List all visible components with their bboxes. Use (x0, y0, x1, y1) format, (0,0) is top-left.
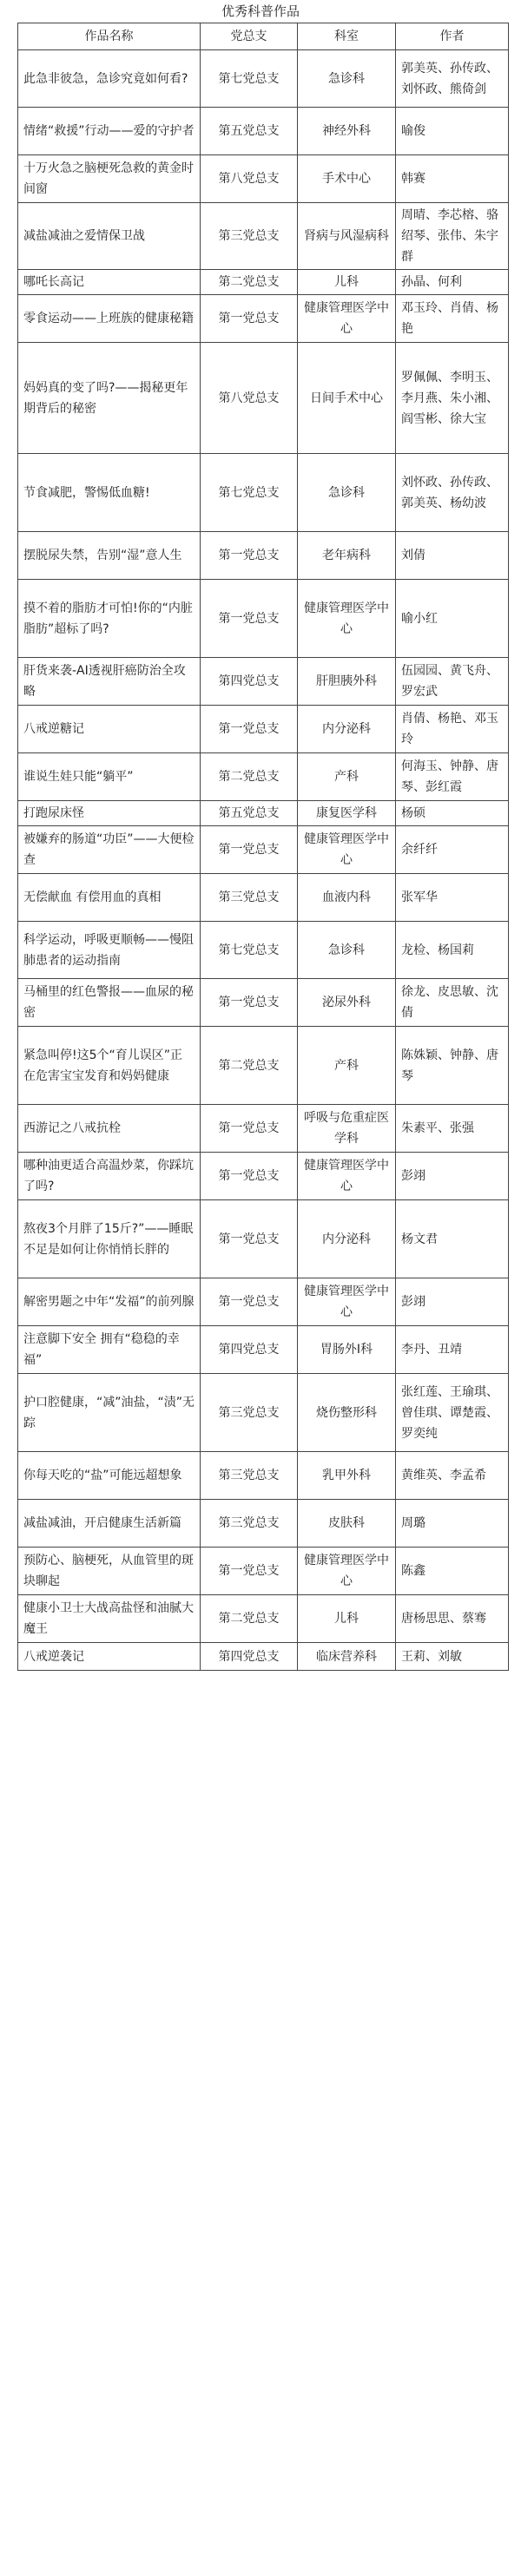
works-table (17, 23, 509, 1671)
cell-department: 儿科 (298, 1595, 396, 1643)
table-row (18, 580, 509, 658)
cell-author: 杨硕 (396, 801, 509, 826)
table-row (18, 1500, 509, 1548)
cell-branch: 第一党总支 (201, 706, 298, 753)
cell-work-name: 妈妈真的变了吗?——揭秘更年期背后的秘密 (18, 343, 201, 454)
table-row (18, 532, 509, 580)
cell-department: 急诊科 (298, 922, 396, 979)
cell-department: 肾病与风湿病科 (298, 203, 396, 270)
table-row (18, 979, 509, 1027)
cell-author: 余纤纤 (396, 826, 509, 874)
cell-author: 韩赛 (396, 155, 509, 203)
table-row (18, 658, 509, 706)
table-row (18, 1548, 509, 1595)
cell-author: 张红莲、王瑜琪、曾佳琪、谭楚霞、罗奕纯 (396, 1374, 509, 1452)
cell-department: 急诊科 (298, 454, 396, 532)
cell-branch: 第三党总支 (201, 1452, 298, 1500)
cell-author: 杨文君 (396, 1200, 509, 1278)
cell-work-name: 西游记之八戒抗栓 (18, 1105, 201, 1153)
cell-branch: 第一党总支 (201, 1153, 298, 1200)
table-row (18, 295, 509, 343)
table-row (18, 1278, 509, 1326)
cell-author: 王莉、刘敏 (396, 1643, 509, 1671)
table-row (18, 343, 509, 454)
table-row (18, 706, 509, 753)
cell-author: 彭翊 (396, 1153, 509, 1200)
cell-author: 刘倩 (396, 532, 509, 580)
cell-department: 健康管理医学中心 (298, 295, 396, 343)
cell-author: 唐杨思思、蔡骞 (396, 1595, 509, 1643)
cell-author: 陈姝颖、钟静、唐琴 (396, 1027, 509, 1105)
table-row (18, 203, 509, 270)
cell-work-name: 零食运动——上班族的健康秘籍 (18, 295, 201, 343)
cell-department: 泌尿外科 (298, 979, 396, 1027)
cell-department: 手术中心 (298, 155, 396, 203)
cell-department: 健康管理医学中心 (298, 580, 396, 658)
cell-branch: 第二党总支 (201, 1595, 298, 1643)
cell-branch: 第一党总支 (201, 532, 298, 580)
table-row (18, 155, 509, 203)
cell-author: 周璐 (396, 1500, 509, 1548)
cell-branch: 第四党总支 (201, 1326, 298, 1374)
page-title: 优秀科普作品 (221, 3, 300, 19)
cell-work-name: 预防心、脑梗死，从血管里的斑块聊起 (18, 1548, 201, 1595)
cell-work-name: 被嫌弃的肠道“功臣”——大便检查 (18, 826, 201, 874)
table-row (18, 108, 509, 155)
cell-branch: 第一党总支 (201, 295, 298, 343)
cell-department: 烧伤整形科 (298, 1374, 396, 1452)
table-row (18, 1027, 509, 1105)
cell-branch: 第八党总支 (201, 155, 298, 203)
cell-author: 罗佩佩、李明玉、李月燕、朱小湘、阎雪彬、徐大宝 (396, 343, 509, 454)
cell-branch: 第五党总支 (201, 108, 298, 155)
cell-department: 内分泌科 (298, 1200, 396, 1278)
cell-work-name: 紧急叫停!这5个“育儿误区”正在危害宝宝发育和妈妈健康 (18, 1027, 201, 1105)
cell-branch: 第八党总支 (201, 343, 298, 454)
cell-department: 日间手术中心 (298, 343, 396, 454)
cell-author: 黄维英、李孟希 (396, 1452, 509, 1500)
cell-branch: 第三党总支 (201, 874, 298, 922)
cell-branch: 第一党总支 (201, 1105, 298, 1153)
table-row (18, 922, 509, 979)
cell-branch: 第四党总支 (201, 658, 298, 706)
header-author: 作者 (396, 23, 509, 50)
cell-work-name: 哪种油更适合高温炒菜，你踩坑了吗? (18, 1153, 201, 1200)
cell-author: 喻小红 (396, 580, 509, 658)
table-row (18, 1326, 509, 1374)
header-branch: 党总支 (201, 23, 298, 50)
cell-work-name: 减盐减油，开启健康生活新篇 (18, 1500, 201, 1548)
cell-work-name: 注意脚下安全 拥有“稳稳的幸福” (18, 1326, 201, 1374)
cell-branch: 第二党总支 (201, 753, 298, 801)
cell-author: 肖倩、杨艳、邓玉玲 (396, 706, 509, 753)
table-row (18, 1643, 509, 1671)
cell-department: 产科 (298, 1027, 396, 1105)
cell-department: 临床营养科 (298, 1643, 396, 1671)
cell-work-name: 熬夜3个月胖了15斤?”——睡眠不足是如何让你悄悄长胖的 (18, 1200, 201, 1278)
table-row (18, 826, 509, 874)
table-header-row (18, 23, 509, 50)
table-row (18, 50, 509, 108)
cell-department: 胃肠外Ⅰ科 (298, 1326, 396, 1374)
cell-author: 郭美英、孙传政、刘怀政、熊倚剑 (396, 50, 509, 108)
table-row (18, 1105, 509, 1153)
cell-work-name: 打跑尿床怪 (18, 801, 201, 826)
cell-branch: 第三党总支 (201, 1374, 298, 1452)
cell-branch: 第一党总支 (201, 826, 298, 874)
cell-branch: 第七党总支 (201, 922, 298, 979)
cell-work-name: 无偿献血 有偿用血的真相 (18, 874, 201, 922)
cell-branch: 第七党总支 (201, 454, 298, 532)
cell-work-name: 情绪“救援”行动——爱的守护者 (18, 108, 201, 155)
cell-author: 刘怀政、孙传政、郭美英、杨幼波 (396, 454, 509, 532)
cell-branch: 第一党总支 (201, 1278, 298, 1326)
cell-work-name: 护口腔健康，“减”油盐，“渍”无踪 (18, 1374, 201, 1452)
table-row (18, 1200, 509, 1278)
cell-work-name: 摸不着的脂肪才可怕!你的“内脏脂肪”超标了吗? (18, 580, 201, 658)
table-body (18, 50, 509, 1671)
cell-department: 儿科 (298, 270, 396, 295)
cell-work-name: 科学运动，呼吸更顺畅——慢阻肺患者的运动指南 (18, 922, 201, 979)
cell-branch: 第七党总支 (201, 50, 298, 108)
cell-department: 皮肤科 (298, 1500, 396, 1548)
cell-work-name: 马桶里的红色警报——血尿的秘密 (18, 979, 201, 1027)
cell-department: 健康管理医学中心 (298, 826, 396, 874)
cell-author: 何海玉、钟静、唐琴、彭红霞 (396, 753, 509, 801)
cell-department: 健康管理医学中心 (298, 1548, 396, 1595)
cell-work-name: 八戒逆袭记 (18, 1643, 201, 1671)
table-row (18, 1452, 509, 1500)
table-row (18, 1595, 509, 1643)
cell-author: 张军华 (396, 874, 509, 922)
cell-work-name: 此急非彼急，急诊究竟如何看? (18, 50, 201, 108)
table-row (18, 454, 509, 532)
cell-work-name: 十万火急之脑梗死急救的黄金时间窗 (18, 155, 201, 203)
cell-author: 彭翊 (396, 1278, 509, 1326)
cell-department: 神经外科 (298, 108, 396, 155)
cell-author: 徐龙、皮思敏、沈倩 (396, 979, 509, 1027)
cell-author: 伍园园、黄飞舟、罗宏武 (396, 658, 509, 706)
cell-branch: 第一党总支 (201, 979, 298, 1027)
table-row (18, 874, 509, 922)
cell-work-name: 解密男题之中年“发福”的前列腺 (18, 1278, 201, 1326)
cell-work-name: 谁说生娃只能“躺平” (18, 753, 201, 801)
cell-author: 孙晶、何利 (396, 270, 509, 295)
cell-work-name: 八戒逆糖记 (18, 706, 201, 753)
cell-work-name: 节食减肥，警惕低血糖! (18, 454, 201, 532)
cell-author: 朱素平、张强 (396, 1105, 509, 1153)
header-department: 科室 (298, 23, 396, 50)
cell-branch: 第一党总支 (201, 1548, 298, 1595)
cell-department: 肝胆胰外科 (298, 658, 396, 706)
cell-branch: 第三党总支 (201, 203, 298, 270)
cell-branch: 第一党总支 (201, 580, 298, 658)
cell-author: 李丹、丑靖 (396, 1326, 509, 1374)
cell-work-name: 肝货来袭-AI透视肝癌防治全攻略 (18, 658, 201, 706)
cell-work-name: 你每天吃的“盐”可能远超想象 (18, 1452, 201, 1500)
cell-branch: 第二党总支 (201, 1027, 298, 1105)
cell-department: 呼吸与危重症医学科 (298, 1105, 396, 1153)
header-work-name: 作品名称 (18, 23, 201, 50)
cell-author: 龙检、杨国莉 (396, 922, 509, 979)
cell-department: 急诊科 (298, 50, 396, 108)
cell-department: 血液内科 (298, 874, 396, 922)
table-row (18, 1153, 509, 1200)
cell-author: 喻俊 (396, 108, 509, 155)
cell-work-name: 健康小卫士大战高盐怪和油腻大魔王 (18, 1595, 201, 1643)
cell-branch: 第一党总支 (201, 1200, 298, 1278)
cell-department: 产科 (298, 753, 396, 801)
cell-author: 陈鑫 (396, 1548, 509, 1595)
table-row (18, 753, 509, 801)
cell-work-name: 减盐减油之爱情保卫战 (18, 203, 201, 270)
cell-department: 健康管理医学中心 (298, 1278, 396, 1326)
cell-author: 周晴、李芯榕、骆绍琴、张伟、朱宇群 (396, 203, 509, 270)
cell-work-name: 哪吒长高记 (18, 270, 201, 295)
cell-branch: 第四党总支 (201, 1643, 298, 1671)
cell-author: 邓玉玲、肖倩、杨艳 (396, 295, 509, 343)
cell-branch: 第二党总支 (201, 270, 298, 295)
cell-department: 健康管理医学中心 (298, 1153, 396, 1200)
table-row (18, 1374, 509, 1452)
cell-work-name: 摆脱尿失禁，告别“湿”意人生 (18, 532, 201, 580)
cell-branch: 第三党总支 (201, 1500, 298, 1548)
cell-department: 康复医学科 (298, 801, 396, 826)
cell-department: 老年病科 (298, 532, 396, 580)
cell-department: 乳甲外科 (298, 1452, 396, 1500)
table-row (18, 801, 509, 826)
table-row (18, 270, 509, 295)
cell-department: 内分泌科 (298, 706, 396, 753)
cell-branch: 第五党总支 (201, 801, 298, 826)
